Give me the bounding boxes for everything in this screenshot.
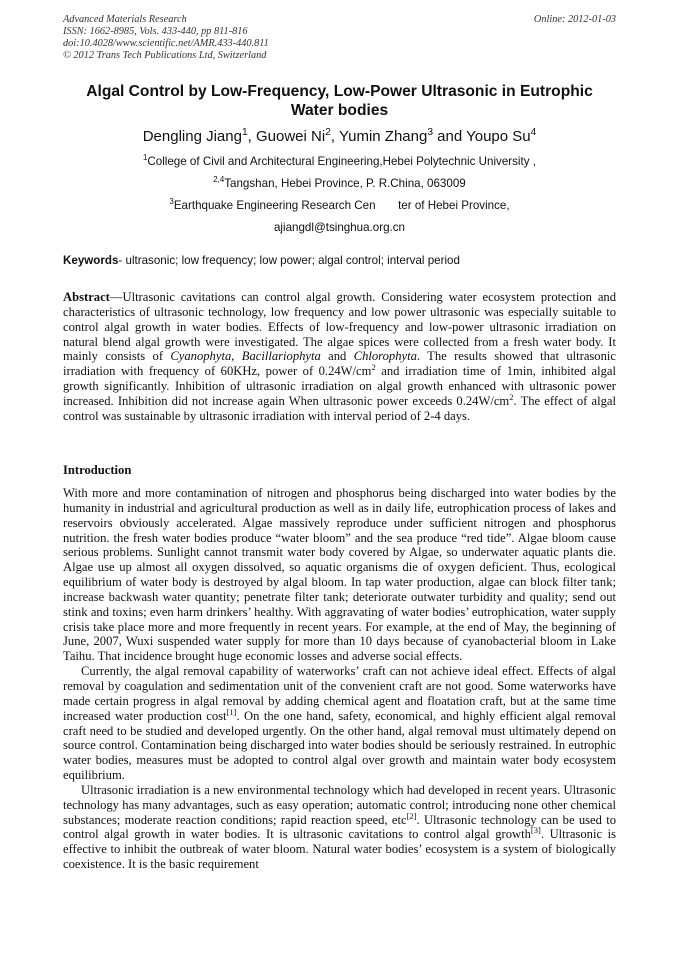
author-superscript: 4 — [530, 127, 537, 138]
citation-ref[interactable]: [3] — [530, 825, 541, 836]
keywords-text: - ultrasonic; low frequency; low power; algal control; interval period — [118, 254, 460, 267]
species-name: Cyanophyta — [170, 349, 232, 364]
author-name: Yumin Zhang — [338, 128, 428, 145]
journal-name: Advanced Materials Research — [63, 14, 187, 25]
keywords-label: Keywords — [63, 254, 119, 267]
citation-ref[interactable]: [2] — [406, 810, 417, 821]
affiliation-line-3: $^3$Earthquake Engineering Research Cen ter of Hebei Province, — [169, 197, 510, 212]
copyright-line: © 2012 Trans Tech Publications Ltd, Switzerland — [63, 50, 267, 61]
author-superscript: 2 — [325, 127, 331, 138]
doi-line: doi:10.4028/www.scientific.net/AMR.433-440.811 — [63, 38, 269, 49]
species-name: Bacillariophyta — [241, 349, 321, 364]
keywords-line — [63, 254, 616, 268]
online-date: Online: 2012-01-03 — [533, 14, 616, 25]
affiliation-line-1: $^1$College of Civil and Architectural Engineering,Hebei Polytechnic University , — [143, 153, 536, 168]
author-superscript: 1 — [241, 127, 248, 138]
author-list: Dengling Jiang$^1$, Guowei Ni$^2$, Yumin Zhang$^3$ and Youpo Su$^4$ — [142, 127, 537, 145]
section-heading-introduction: Introduction — [63, 463, 132, 477]
body-paragraph: Ultrasonic irradiation is a new environmental technology which had developed in recent years. Ultrasonic technology has many advantages, such as easy operation; automatic control; introducing none other chemical substances; moderate reaction conditions; rapid reaction speed, etc[2]. Ultrasonic technology can be used to control algal growth in water bodies. It is ultrasonic cavitations to control algal growth[3]. Ultrasonic is effective to inhibit the outbreak of water bloom. Natural water bodies’ ecosystem is a system of biologically coexistence. It is the basic requirement — [63, 782, 616, 872]
body-paragraph: Currently, the algal removal capability of waterworks’ craft can not achieve ideal effect. Effects of algal removal by coagulation and sedimentation unit of the convenient craft are not good. Some waterworks have made certain progress in algal removal by adding chemical agent and floatation craft, but at the same time increased water production cost[1]. On the one hand, safety, economical, and highly efficient algal removal craft need to be studied and developed urgently. On the other hand, algal removal must ultimately depend on source control. Contamination being discharged into water bodies should be seriously restrained. In eutrophic water bodies, measures must be adopted to control algal over growth and maintain water body ecosystem equilibrium. — [63, 664, 616, 783]
author-superscript: 3 — [427, 127, 433, 138]
species-name: Chlorophyta — [353, 349, 417, 364]
body-paragraph: With more and more contamination of nitrogen and phosphorus being discharged into water bodies by the humanity in industrial and agricultural production as well as in daily life, eutrophication process of lakes and reservoirs obviously accelerated. Algae massively reproduce under sufficient nitrogen and phosphorus nutrition. the fresh water bodies produce “water bloom” and the sea produce “red tide”. Algae bloom cause serious problems. Sunlight cannot transmit water body covered by Algae, so underwater aquatic plants die. Algae use up almost all oxygen dissolved, so aquatic organisms die of oxygen deficient. Thus, ecological equilibrium of water body is destroyed by algal bloom. In tap water production, algae can block filter tank; increase backwash water quantity; penetrate filter tank; deteriorate outwater turbidity and quality; send out stink and toxins; even harm drinkers’ healthy. With aggravating of water bodies’ eutrophication, water supply crisis take place more and more frequently in recent years. For example, at the end of May, the beginning of June, 2007, Wuxi suspended water supply for more than 10 days because of cyanobacterial bloom in Lake Taihu. That incidence brought huge economic losses and adverse social effects. — [63, 486, 616, 664]
issn-line: ISSN: 1662-8985, Vols. 433-440, pp 811-816 — [63, 26, 248, 37]
author-email[interactable]: ajiangdl@tsinghua.org.cn — [273, 221, 405, 234]
introduction-body — [63, 486, 616, 872]
abstract-paragraph: Abstract—Ultrasonic cavitations can control algal growth. Considering water ecosystem protection and characteristics of ultrasonic technology, low frequency and low power ultrasonic was especially suitable to control algal growth in water bodies. Effects of low-frequency and low-power ultrasonic irradiation on natural blend algal growth were investigated. The algae spices were collected from a fresh water body. It mainly consists of Cyanophyta, Bacillariophyta and Chlorophyta. The results showed that ultrasonic irradiation with frequency of 60KHz, power of $0.24W/cm^2$ and irradiation time of 1min, inhibited algal growth significantly. Inhibition of ultrasonic irradiation on algal growth enhanced with ultrasonic power increased. Inhibition did not increase again When ultrasonic power exceeds $0.24W/cm^2$. The effect of algal control was sustainable by ultrasonic irradiation with interval period of 2-4 days. — [63, 290, 616, 423]
journal-header — [63, 14, 616, 62]
abstract-label: Abstract — [63, 290, 110, 304]
author-name: Youpo Su — [466, 128, 531, 145]
paper-title: Algal Control by Low-Frequency, Low-Power Ultrasonic in Eutrophic Water bodies — [86, 83, 593, 119]
affiliation-line-2: $^{2,4}$Tangshan, Hebei Province, P. R.China, 063009 — [213, 175, 466, 190]
author-name: Guowei Ni — [255, 128, 326, 145]
citation-ref[interactable]: [1] — [226, 706, 237, 717]
author-name: Dengling Jiang — [142, 128, 242, 145]
